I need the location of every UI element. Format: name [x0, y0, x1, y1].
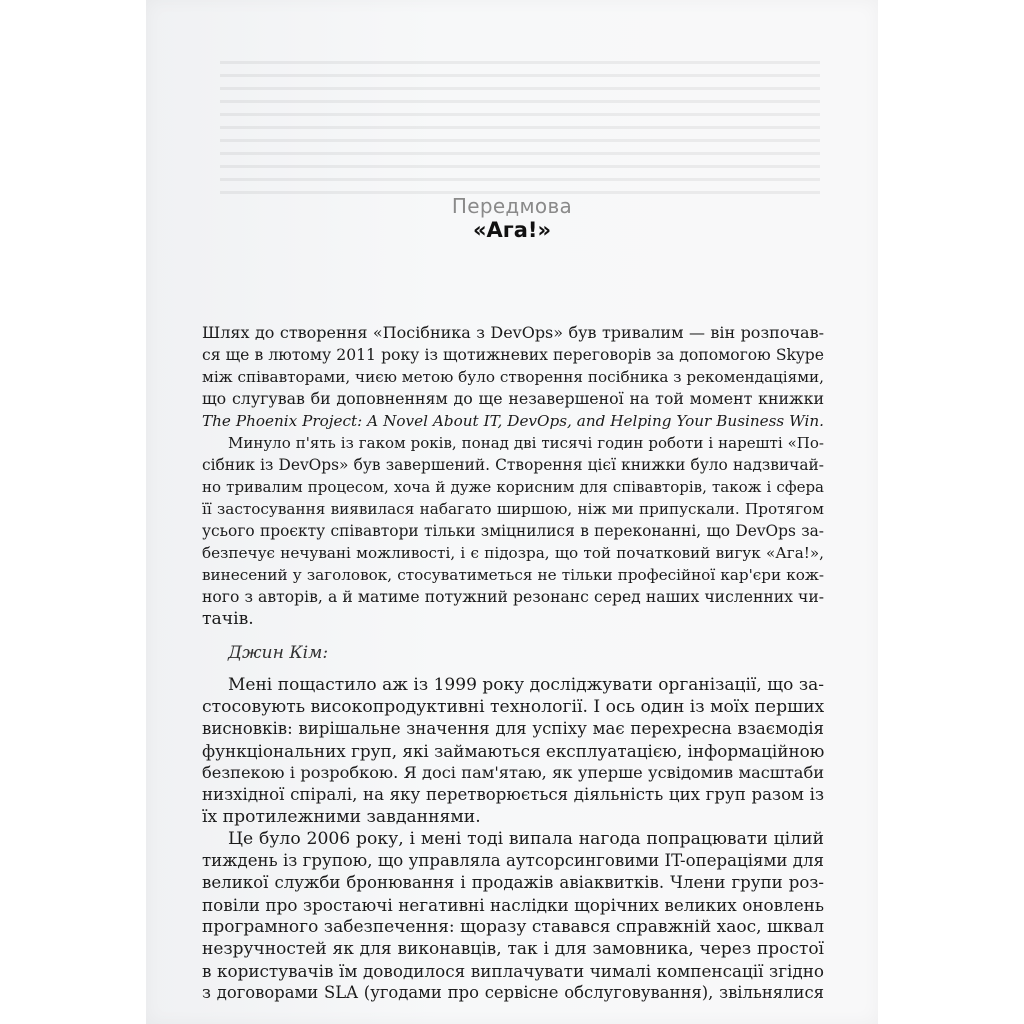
paragraph-4	[202, 828, 824, 1004]
text-line: Мені пощастило аж із 1999 року досліджувати організації, що за-	[228, 675, 824, 695]
text-line: сібник із DevOps» був завершений. Створення цієї книжки було надзвичай-	[202, 456, 824, 474]
text-line: Минуло п'ять із гаком років, понад дві тисячі годин роботи і нарешті «По-	[228, 434, 824, 452]
text-line: тачів.	[202, 609, 254, 629]
signature-line	[202, 642, 824, 664]
text-line: програмного забезпечення: щоразу ставався справжній хаос, шквал	[202, 917, 824, 937]
text-line: між співавторами, чиєю метою було створення посібника з рекомендаціями,	[202, 368, 824, 386]
text-line: Шлях до створення «Посібника з DevOps» був тривалим — він розпочав-	[202, 323, 824, 342]
text-line: повіли про зростаючі негативні наслідки щорічних великих оновлень	[202, 895, 824, 915]
text-line: в користувачів їм доводилося виплачувати чималі компенсації згідно	[202, 961, 824, 981]
paragraph-3	[202, 674, 824, 828]
text-line: незручностей як для виконавців, так і для замовника, через простої	[202, 939, 824, 959]
section-kicker: Передмова	[451, 194, 573, 218]
paragraph-2	[202, 432, 824, 630]
text-line: висновків: вирішальне значення для успіху має перехресна взаємодія	[202, 719, 824, 738]
text-line: функціональних груп, які займаються експлуатацією, інформаційною	[202, 741, 825, 761]
text-line: усього проєкту співавтори тільки зміцнилися в переконанні, що DevOps за-	[202, 522, 824, 540]
text-line: винесений у заголовок, стосуватиметься не тільки професійної кар'єри кож-	[202, 566, 824, 584]
text-line: тиждень із групою, що управляла аутсорсинговими IT-операціями для	[202, 851, 824, 870]
text-line: Це було 2006 року, і мені тоді випала нагода попрацювати цілий	[228, 829, 824, 849]
text-line: з договорами SLA (угодами про сервісне обслуговування), звільнялися	[202, 983, 824, 1002]
book-title-line: The Phoenix Project: A Novel About IT, DevOps, and Helping Your Business Win.	[202, 412, 824, 430]
text-line: великої служби бронювання і продажів авіаквитків. Члени групи роз-	[202, 873, 824, 892]
text-line: їх протилежними завданнями.	[202, 807, 481, 827]
book-page	[146, 0, 878, 1024]
text-line: ся ще в лютому 2011 року із щотижневих переговорів за допомогою Skype	[202, 346, 824, 364]
paragraph-intro	[202, 322, 824, 432]
text-line: низхідної спіралі, на яку перетворюється діяльність цих груп разом із	[202, 785, 824, 804]
text-line: безпекою і розробкою. Я досі пам'ятаю, як уперше усвідомив масштаби	[202, 763, 824, 782]
text-line: стосовують високопродуктивні технології. І ось один із моїх перших	[202, 697, 825, 717]
author-signature: Джин Кім:	[228, 643, 329, 663]
text-line: безпечує нечувані можливості, і є підозра, що той початковий вигук «Ага!»,	[202, 544, 824, 562]
text-line: що слугував би доповненням до ще незавершеної на той момент книжки	[202, 389, 824, 408]
text-line: ного з авторів, а й матиме потужний резонанс серед наших численних чи-	[202, 588, 824, 606]
text-line: її застосування виявилася набагато ширшою, ніж ми припускали. Протягом	[202, 500, 824, 518]
bleed-through-text	[220, 52, 820, 204]
body-text	[202, 322, 824, 1004]
section-title: «Ага!»	[472, 218, 552, 242]
text-line: но тривалим процесом, хоча й дуже корисним для співавторів, також і сфера	[202, 478, 824, 496]
